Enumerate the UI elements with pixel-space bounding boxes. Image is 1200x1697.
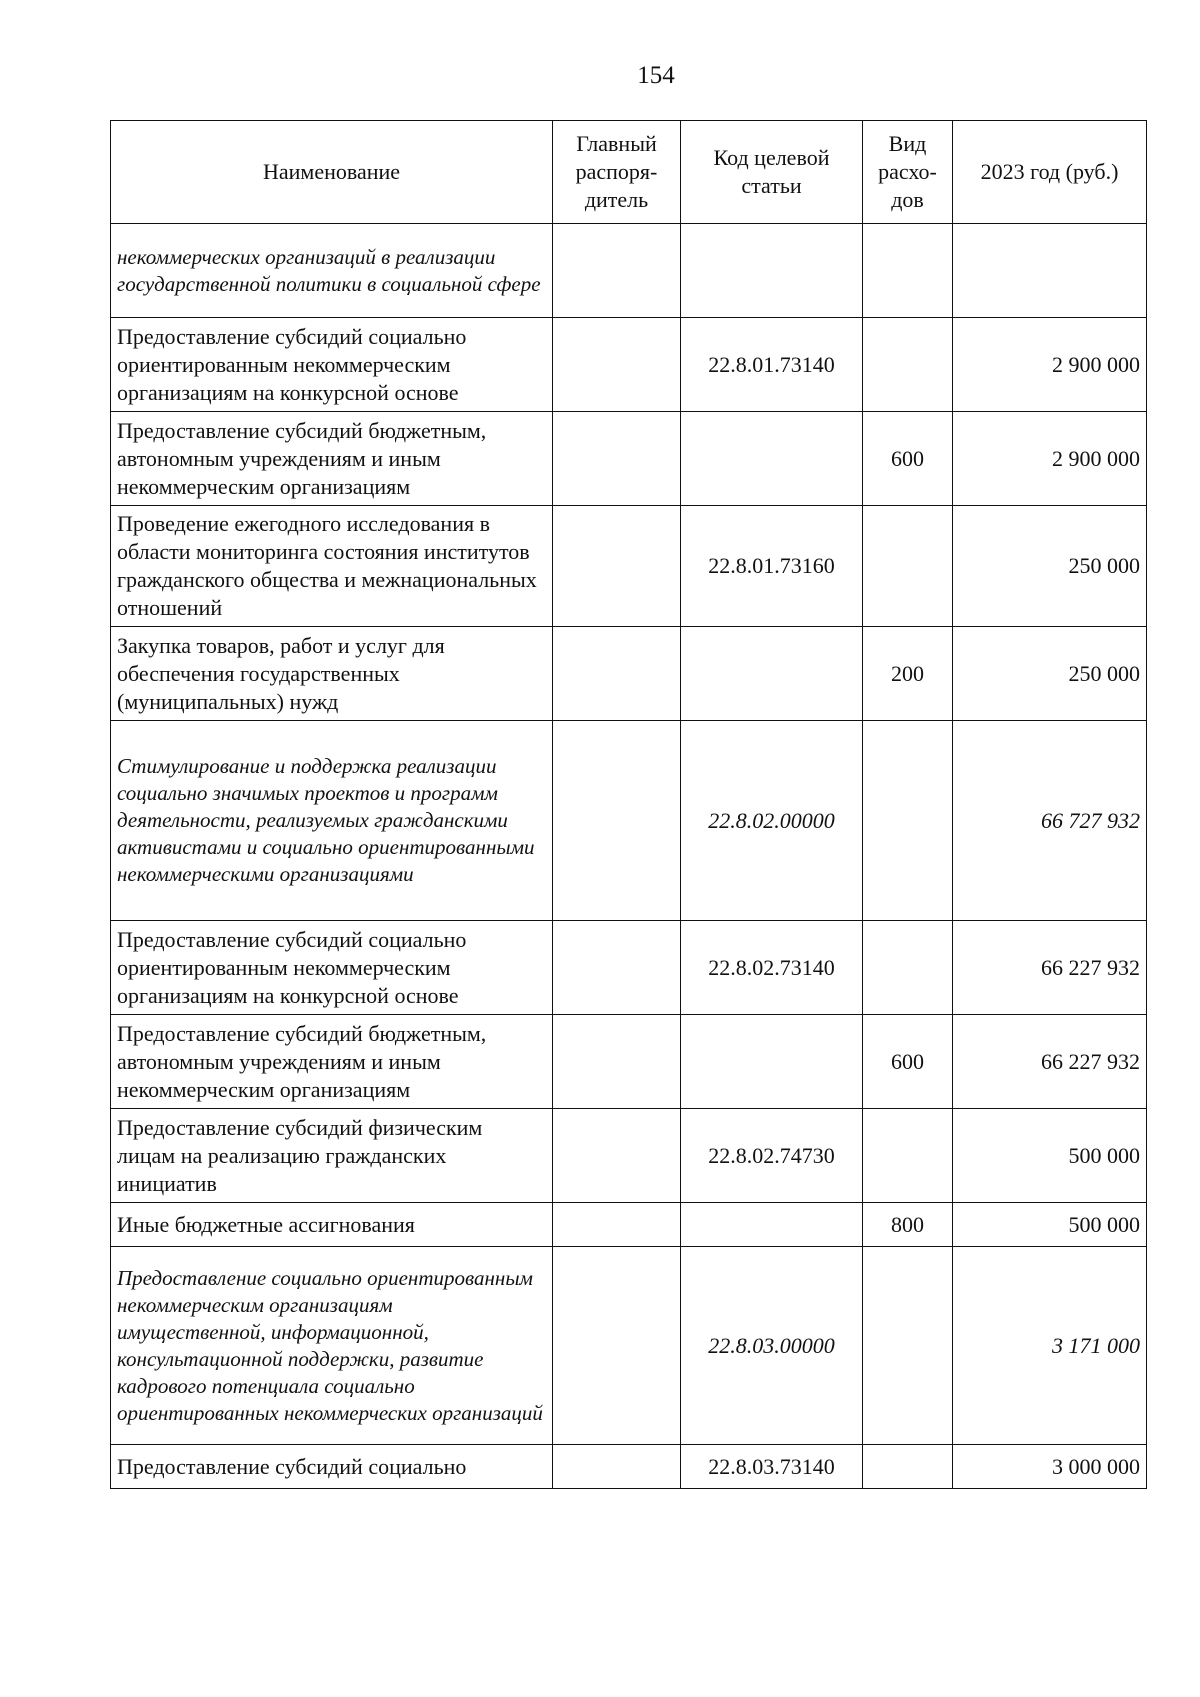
- cell-admin: [553, 318, 681, 412]
- cell-name: Предоставление субсидий социально ориентированным некоммерческим организациям на конкурсной основе: [111, 318, 553, 412]
- cell-code: 22.8.03.00000: [681, 1247, 863, 1445]
- cell-name: Предоставление субсидий физическим лицам на реализацию гражданских инициатив: [111, 1109, 553, 1203]
- table-row: [111, 1445, 1147, 1489]
- cell-admin: [553, 506, 681, 627]
- cell-vid: [863, 721, 953, 921]
- header-year: 2023 год (руб.): [953, 121, 1147, 224]
- table-row: [111, 224, 1147, 318]
- cell-code: [681, 1015, 863, 1109]
- cell-admin: [553, 1015, 681, 1109]
- cell-name: Иные бюджетные ассигнования: [111, 1203, 553, 1247]
- cell-admin: [553, 921, 681, 1015]
- cell-admin: [553, 224, 681, 318]
- table-row: [111, 921, 1147, 1015]
- cell-code: [681, 224, 863, 318]
- cell-amount: 66 227 932: [953, 1015, 1147, 1109]
- table-row: [111, 318, 1147, 412]
- cell-admin: [553, 627, 681, 721]
- cell-admin: [553, 412, 681, 506]
- cell-name: Предоставление субсидий социально ориентированным некоммерческим организациям на конкурсной основе: [111, 921, 553, 1015]
- table-row: [111, 506, 1147, 627]
- cell-code: 22.8.02.74730: [681, 1109, 863, 1203]
- cell-vid: [863, 506, 953, 627]
- cell-code: 22.8.01.73160: [681, 506, 863, 627]
- cell-amount: [953, 224, 1147, 318]
- cell-vid: 200: [863, 627, 953, 721]
- cell-name: Стимулирование и поддержка реализации социально значимых проектов и программ деятельности, реализуемых гражданскими активистами и социально ориентированными некоммерческими организациями: [111, 721, 553, 921]
- cell-code: [681, 1203, 863, 1247]
- cell-code: [681, 627, 863, 721]
- cell-amount: 3 171 000: [953, 1247, 1147, 1445]
- table-row: [111, 1203, 1147, 1247]
- table-row: [111, 721, 1147, 921]
- cell-name: Закупка товаров, работ и услуг для обеспечения государственных (муниципальных) нужд: [111, 627, 553, 721]
- cell-name: Проведение ежегодного исследования в области мониторинга состояния институтов гражданского общества и межнациональных отношений: [111, 506, 553, 627]
- header-vid: Вид расхо-дов: [863, 121, 953, 224]
- cell-vid: 800: [863, 1203, 953, 1247]
- cell-name: Предоставление социально ориентированным некоммерческим организациям имущественной, информационной, консультационной поддержки, развитие кадрового потенциала социально ориентированных некоммерческих организаций: [111, 1247, 553, 1445]
- cell-name: Предоставление субсидий социально: [111, 1445, 553, 1489]
- cell-code: 22.8.02.00000: [681, 721, 863, 921]
- cell-code: 22.8.01.73140: [681, 318, 863, 412]
- table-row: [111, 1247, 1147, 1445]
- cell-code: 22.8.03.73140: [681, 1445, 863, 1489]
- budget-table: [110, 120, 1147, 1489]
- table-row: [111, 1109, 1147, 1203]
- cell-amount: 500 000: [953, 1203, 1147, 1247]
- cell-amount: 66 727 932: [953, 721, 1147, 921]
- cell-amount: 2 900 000: [953, 318, 1147, 412]
- header-name: Наименование: [111, 121, 553, 224]
- header-admin: Главный распоря-дитель: [553, 121, 681, 224]
- cell-code: 22.8.02.73140: [681, 921, 863, 1015]
- cell-vid: [863, 1445, 953, 1489]
- cell-amount: 250 000: [953, 506, 1147, 627]
- table-row: [111, 627, 1147, 721]
- cell-amount: 500 000: [953, 1109, 1147, 1203]
- cell-amount: 66 227 932: [953, 921, 1147, 1015]
- page-number: 154: [637, 62, 675, 89]
- cell-amount: 2 900 000: [953, 412, 1147, 506]
- cell-admin: [553, 721, 681, 921]
- cell-admin: [553, 1247, 681, 1445]
- header-row: [111, 121, 1147, 224]
- table-row: [111, 412, 1147, 506]
- cell-vid: 600: [863, 1015, 953, 1109]
- cell-name: некоммерческих организаций в реализации государственной политики в социальной сфере: [111, 224, 553, 318]
- cell-name: Предоставление субсидий бюджетным, автономным учреждениям и иным некоммерческим организациям: [111, 1015, 553, 1109]
- cell-admin: [553, 1445, 681, 1489]
- cell-name: Предоставление субсидий бюджетным, автономным учреждениям и иным некоммерческим организациям: [111, 412, 553, 506]
- cell-vid: [863, 318, 953, 412]
- cell-admin: [553, 1203, 681, 1247]
- cell-vid: [863, 224, 953, 318]
- table-row: [111, 1015, 1147, 1109]
- cell-amount: 250 000: [953, 627, 1147, 721]
- header-code: Код целевой статьи: [681, 121, 863, 224]
- cell-amount: 3 000 000: [953, 1445, 1147, 1489]
- cell-vid: [863, 1109, 953, 1203]
- cell-vid: [863, 1247, 953, 1445]
- cell-code: [681, 412, 863, 506]
- cell-admin: [553, 1109, 681, 1203]
- cell-vid: [863, 921, 953, 1015]
- cell-vid: 600: [863, 412, 953, 506]
- table-body: [111, 224, 1147, 1489]
